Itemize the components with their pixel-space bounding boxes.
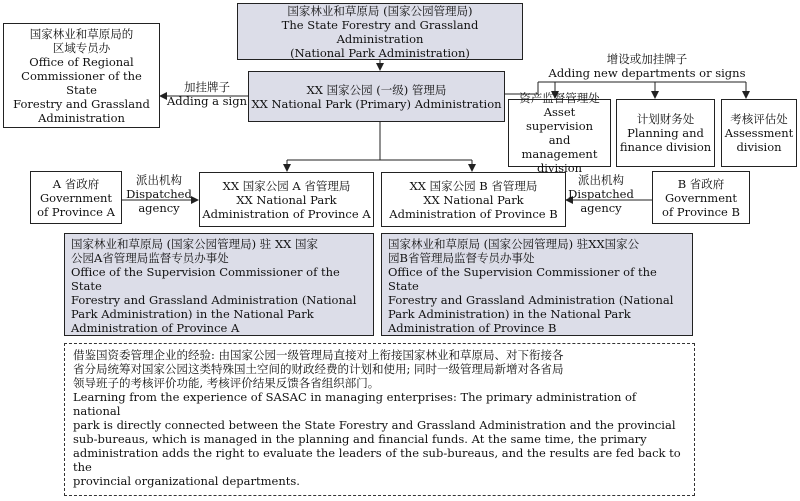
bureau-province-b-box <box>381 172 566 227</box>
note-en5: provincial organizational departments. <box>73 474 300 488</box>
dispatched-a-en1: Dispatched <box>126 187 192 201</box>
office-a-en2: Forestry and Grassland Administration (National <box>71 293 357 307</box>
assessment-en1: Assessment <box>724 126 794 140</box>
bureau-b-en1: XX National Park <box>423 192 524 207</box>
state-forestry-admin-box <box>237 3 523 60</box>
office-a-en4: Administration of Province A <box>71 321 240 335</box>
gov-b-en1: Government <box>664 190 738 205</box>
adding-sign-en: Adding a sign <box>167 94 247 108</box>
new-depts-en: Adding new departments or signs <box>548 66 746 80</box>
adding-sign-label <box>164 80 250 108</box>
planning-en1: Planning and <box>627 126 704 140</box>
note-en2: park is directly connected between the State Forestry and Grassland Administration and the provincial <box>73 418 676 432</box>
office-b-zh1: 国家林业和草原局 (国家公园管理局) 驻XX国家公 <box>388 237 640 251</box>
dispatched-agency-b-label <box>566 173 636 215</box>
regional-zh1: 国家林业和草原局的 <box>29 26 134 41</box>
dispatched-a-en2: agency <box>138 201 180 215</box>
note-zh1: 借鉴国资委管理企业的经验: 由国家公园一级管理局直接对上衔接国家林业和草原局、对下衔接各 <box>73 348 564 362</box>
gov-a-en2: of Province A <box>37 204 115 219</box>
office-a-zh1: 国家林业和草原局 (国家公园管理局) 驻 XX 国家 <box>71 237 318 251</box>
new-depts-zh: 增设或加挂牌子 <box>606 52 688 66</box>
dispatched-b-zh: 派出机构 <box>578 173 624 187</box>
note-zh3: 领导班子的考核评价功能, 考核评价结果反馈各省组织部门。 <box>73 376 380 390</box>
regional-en1: Office of Regional <box>29 54 134 69</box>
primary-en: XX National Park (Primary) Administration <box>251 96 502 111</box>
gov-b-zh: B 省政府 <box>677 176 725 191</box>
office-b-zh2: 园B省管理局监督专员办事处 <box>388 251 535 265</box>
gov-a-en1: Government <box>39 190 113 205</box>
bureau-a-en1: XX National Park <box>236 192 337 207</box>
office-b-en2: Forestry and Grassland Administration (National <box>388 293 674 307</box>
government-province-a-box <box>30 171 122 224</box>
office-b-en1: Office of the Supervision Commissioner of the State <box>388 265 657 293</box>
gov-b-en2: of Province B <box>662 204 740 219</box>
sasac-experience-note <box>64 343 695 496</box>
state-forestry-admin-en2: (National Park Administration) <box>290 45 470 60</box>
bureau-b-zh: XX 国家公园 B 省管理局 <box>409 178 538 193</box>
note-en3: sub-bureaus, which is managed in the planning and financial funds. At the same time, the primary <box>73 432 647 446</box>
planning-en2: finance division <box>619 140 712 154</box>
supervision-office-province-a-box <box>64 233 374 336</box>
adding-sign-zh: 加挂牌子 <box>184 80 230 94</box>
office-a-en3: Park Administration) in the National Park <box>71 307 314 321</box>
office-b-en3: Park Administration) in the National Park <box>388 307 631 321</box>
bureau-province-a-box <box>199 172 374 227</box>
dispatched-b-en1: Dispatched <box>568 187 634 201</box>
planning-zh: 计划财务处 <box>636 112 695 126</box>
note-en4: administration adds the right to evaluate the leaders of the sub-bureaus, and the results are fed back to the <box>73 446 681 474</box>
regional-en4: Administration <box>38 110 125 125</box>
planning-finance-division-box <box>616 99 715 167</box>
new-departments-label <box>532 52 762 80</box>
office-a-en1: Office of the Supervision Commissioner of the State <box>71 265 340 293</box>
regional-en3: Forestry and Grassland <box>13 96 150 111</box>
asset-zh: 资产监督管理处 <box>519 91 600 105</box>
office-b-en4: Administration of Province B <box>388 321 557 335</box>
regional-zh2: 区域专员办 <box>52 40 111 55</box>
supervision-office-province-b-box <box>381 233 693 336</box>
dispatched-agency-a-label <box>124 173 194 215</box>
state-forestry-admin-zh: 国家林业和草原局 (国家公园管理局) <box>287 3 473 18</box>
bureau-a-zh: XX 国家公园 A 省管理局 <box>222 178 351 193</box>
government-province-b-box <box>652 171 750 224</box>
state-forestry-admin-en1: The State Forestry and Grassland Administration <box>281 17 479 46</box>
primary-administration-box <box>248 71 505 122</box>
primary-zh: XX 国家公园 (一级) 管理局 <box>306 82 447 97</box>
regional-commissioner-box <box>3 23 160 128</box>
bureau-b-en2: Administration of Province B <box>389 206 558 221</box>
asset-en2: and management <box>521 133 598 161</box>
assessment-division-box <box>721 99 797 167</box>
office-a-zh2: 公园A省管理局监督专员办事处 <box>71 251 229 265</box>
regional-en2: Commissioner of the State <box>21 68 142 97</box>
note-en1: Learning from the experience of SASAC in managing enterprises: The primary administration of national <box>73 390 637 418</box>
bureau-a-en2: Administration of Province A <box>202 206 371 221</box>
assessment-zh: 考核评估处 <box>730 112 788 126</box>
gov-a-zh: A 省政府 <box>52 176 100 191</box>
dispatched-a-zh: 派出机构 <box>136 173 182 187</box>
asset-en3: division <box>536 161 583 175</box>
dispatched-b-en2: agency <box>580 201 622 215</box>
note-zh2: 省分局统筹对国家公园这类特殊国土空间的财政经费的计划和使用; 同时一级管理局新增对各省局 <box>73 362 564 376</box>
assessment-en2: division <box>736 140 782 154</box>
asset-supervision-division-box <box>508 91 611 175</box>
asset-en1: Asset supervision <box>525 105 594 133</box>
